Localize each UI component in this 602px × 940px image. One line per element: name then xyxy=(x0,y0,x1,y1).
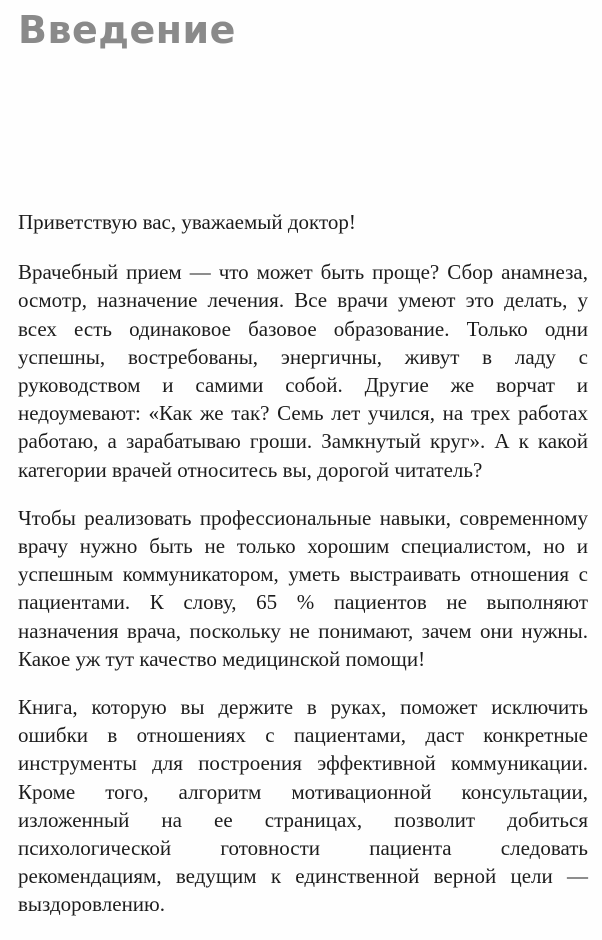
paragraph-doctor-appointment: Врачебный прием — что может быть проще? Сбор анамнеза, осмотр, назначение лечения. Все врачи умеют это делать, у всех есть одинаковое базовое образование. Только одни успешны, востребованы, энергичны, живут в ладу с руководством и самими собой. Другие же ворчат и недоумевают: «Как же так? Семь лет учился, на трех работах работаю, а зарабатываю гроши. Замкнутый круг». А к какой категории врачей относитесь вы, дорогой читатель? xyxy=(18,260,588,482)
chapter-body xyxy=(18,208,588,939)
chapter-title: Введение xyxy=(18,8,236,52)
paragraph-book-purpose: Книга, которую вы держите в руках, поможет исключить ошибки в отношениях с пациентами, даст конкретные инструменты для построения эффективной коммуникации. Кроме того, алгоритм мотивационной консультации, изложенный на ее страницах, позволит добиться психологической готовности пациента следовать рекомендациям, ведущим к единственной верной цели — выздоровлению. xyxy=(18,695,588,917)
paragraph-greeting: Приветствую вас, уважаемый доктор! xyxy=(18,210,356,234)
paragraph-communication-skills: Чтобы реализовать профессиональные навыки, современному врачу нужно быть не только хорошим специалистом, но и успешным коммуникатором, уметь выстраивать отношения с пациентами. К слову, 65 % пациентов не выполняют назначения врача, поскольку не понимают, зачем они нужны. Какое уж тут качество медицинской помощи! xyxy=(18,505,588,671)
